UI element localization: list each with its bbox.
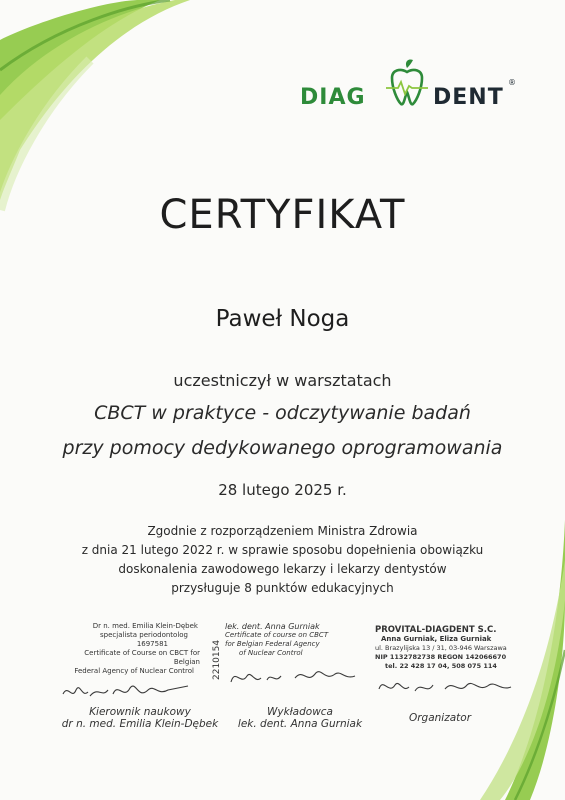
role-lecturer bbox=[220, 706, 380, 730]
legal-basis-line: z dnia 21 lutego 2022 r. w sprawie sposobu dopełnienia obowiązku bbox=[81, 543, 484, 557]
stamp-line: Dr n. med. Emilia Klein-Dębek bbox=[92, 622, 198, 630]
role-title: Organizator bbox=[408, 712, 472, 724]
stamp-line: Certificate of course on CBCT bbox=[225, 631, 329, 639]
recipient-name: Paweł Noga bbox=[215, 306, 350, 332]
stamp-scientific-director bbox=[58, 622, 208, 709]
role-scientific-director bbox=[60, 706, 220, 730]
workshop-topic-line-2: przy pomocy dedykowanego oprogramowania bbox=[62, 437, 503, 459]
stamp-lecturer bbox=[225, 622, 375, 695]
stamp-line: tel. 22 428 17 04, 508 075 114 bbox=[385, 662, 497, 670]
stamp-line: for Belgian Federal Agency bbox=[225, 640, 320, 648]
certificate-title: CERTYFIKAT bbox=[159, 192, 406, 238]
role-title: Kierownik naukowy bbox=[89, 706, 191, 718]
legal-basis-line: przysługuje 8 punktów edukacyjnych bbox=[171, 581, 394, 595]
stamp-line: NIP 1132782738 REGON 142066670 bbox=[375, 653, 507, 661]
stamp-line: 1697581 bbox=[136, 640, 168, 648]
registration-number: 2210154 bbox=[212, 639, 222, 680]
stamp-line: Anna Gurniak, Eliza Gurniak bbox=[381, 635, 492, 643]
registered-mark: ® bbox=[508, 78, 516, 87]
stamp-organizer bbox=[375, 626, 535, 704]
role-person: lek. dent. Anna Gurniak bbox=[237, 718, 363, 730]
role-organizer bbox=[380, 712, 500, 724]
signature-klein-debek bbox=[58, 676, 208, 706]
role-title: Wykładowca bbox=[266, 706, 333, 718]
legal-basis-line: Zgodnie z rozporządzeniem Ministra Zdrowia bbox=[147, 524, 418, 538]
stamp-line: lek. dent. Anna Gurniak bbox=[225, 622, 320, 631]
participation-text: uczestniczył w warsztatach bbox=[173, 371, 392, 390]
stamp-line: specjalista periodontolog bbox=[100, 631, 188, 639]
signature-organizer bbox=[375, 671, 525, 701]
workshop-date: 28 lutego 2025 r. bbox=[218, 481, 347, 499]
stamp-line: ul. Brazylijska 13 / 31, 03-946 Warszawa bbox=[375, 644, 507, 652]
tooth-apple-icon bbox=[382, 58, 432, 114]
logo-word-dent: DENT bbox=[433, 85, 504, 110]
logo-word-diag: DIAG bbox=[300, 85, 366, 110]
diagdent-logo bbox=[300, 58, 520, 118]
stamp-line: of Nuclear Control bbox=[239, 649, 303, 657]
stamp-line: Federal Agency of Nuclear Control bbox=[74, 667, 194, 675]
stamp-line: PROVITAL-DIAGDENT S.C. bbox=[375, 625, 497, 635]
legal-basis-line: doskonalenia zawodowego lekarzy i lekarzy dentystów bbox=[118, 562, 447, 576]
workshop-topic-line-1: CBCT w praktyce - odczytywanie badań bbox=[94, 402, 471, 424]
stamp-line: Certificate of Course on CBCT for Belgian bbox=[84, 649, 200, 666]
signature-gurniak bbox=[225, 658, 375, 692]
role-person: dr n. med. Emilia Klein-Dębek bbox=[61, 718, 219, 730]
